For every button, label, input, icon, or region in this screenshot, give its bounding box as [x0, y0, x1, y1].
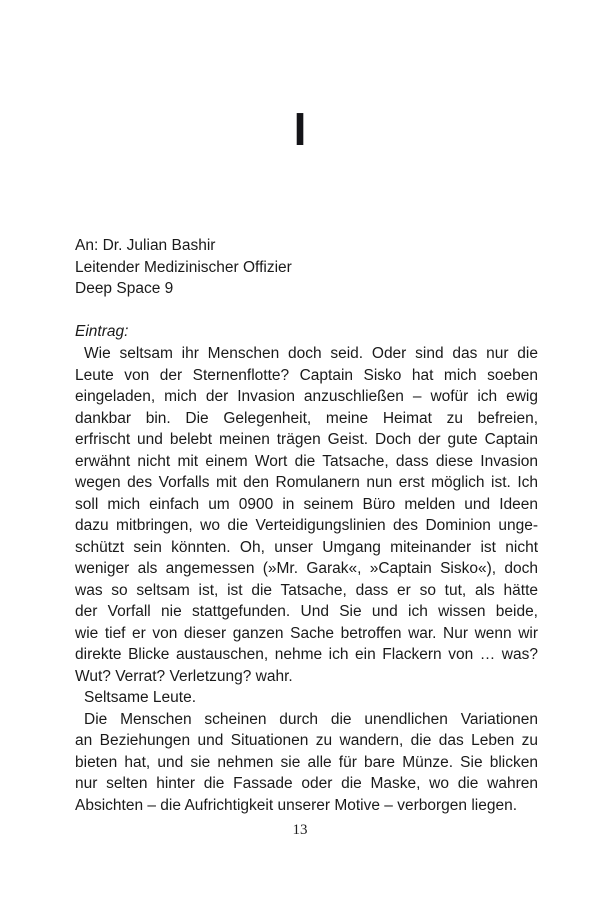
text-line: Wie seltsam ihr Menschen doch seid. Oder sind das nur die	[84, 345, 538, 362]
text-line: Leute von der Sternenflotte? Captain Sisko hat mich soeben	[75, 366, 538, 384]
text-line: weniger als angemessen (»Mr. Garak«, »Captain Sisko«), doch	[75, 560, 538, 577]
text-line: der Vorfall nie stattgefunden. Und Sie und ich wissen beide,	[75, 603, 538, 620]
text-line: erwähnt nicht mit einem Wort die Tatsache, dass diese Invasion	[75, 452, 538, 470]
text-line: Seltsame Leute.	[84, 689, 197, 706]
text-line: schützt sein könnten. Oh, unser Umgang miteinander ist nicht	[75, 538, 538, 556]
text-line: Absichten – die Aufrichtigkeit unserer Motive – verborgen liegen.	[75, 796, 517, 814]
entry-label: Eintrag:	[75, 323, 129, 340]
text-line: an Beziehungen und Situationen zu wandern, die das Leben zu	[75, 732, 538, 749]
page-number: 13	[292, 822, 308, 838]
text-line: direkte Blicke austauschen, nehme ich ein Flackern von … was?	[75, 646, 538, 663]
text-line: soll mich einfach um 0900 in seinem Büro melden und Ideen	[75, 495, 538, 513]
address-line: An: Dr. Julian Bashir	[75, 237, 216, 254]
text-line: erfrischt und belebt meinen trägen Geist. Doch der gute Captain	[75, 431, 538, 448]
text-line: dazu mitbringen, wo die Verteidigungslinien des Dominion unge-	[75, 517, 538, 534]
address-line: Leitender Medizinischer Offizier	[75, 258, 292, 276]
text-line: bieten hat, und sie nehmen sie alle für bare Münze. Sie blicken	[75, 753, 538, 771]
text-line: was so seltsam ist, ist die Tatsache, dass er so tut, als hätte	[75, 581, 538, 599]
text-line: nur selten hinter die Fassade oder die Maske, wo die wahren	[75, 775, 538, 792]
text-line: eingeladen, mich der Invasion anzuschließen – wofür ich ewig	[75, 388, 538, 405]
text-line: dankbar bin. Die Gelegenheit, meine Heimat zu befreien,	[75, 409, 538, 427]
address-line: Deep Space 9	[75, 280, 174, 297]
body-text	[75, 343, 538, 816]
text-line: Die Menschen scheinen durch die unendlichen Variationen	[84, 710, 538, 728]
text-line: Wut? Verrat? Verletzung? wahr.	[75, 667, 293, 685]
chapter-heading: I	[293, 103, 307, 155]
address-block	[75, 235, 538, 300]
text-line: wegen des Vorfalls mit den Romulanern nun erst möglich ist. Ich	[75, 474, 538, 491]
text-line: wie tief er von dieser ganzen Sache betroffen war. Nur wenn wir	[75, 624, 538, 642]
